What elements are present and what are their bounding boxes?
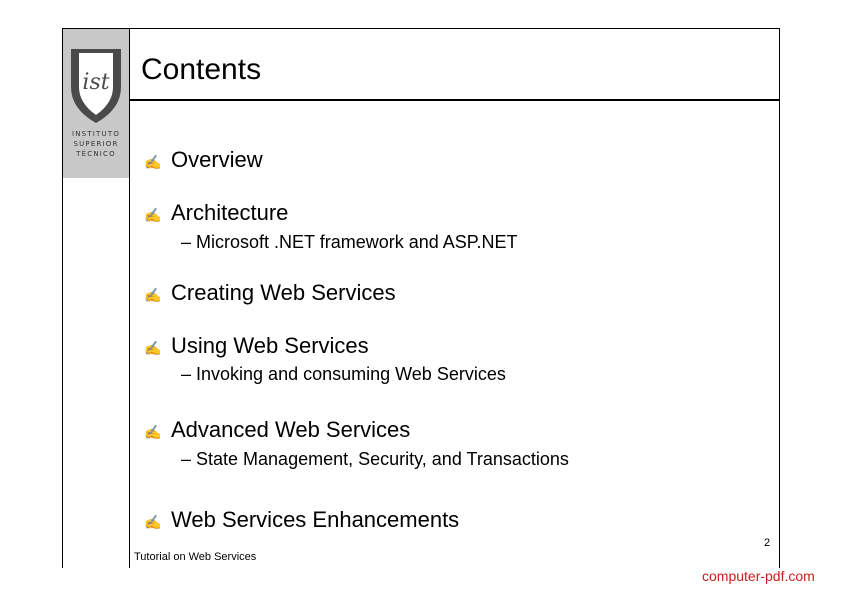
institution-logo	[63, 29, 129, 178]
list-item-advanced: Advanced Web Services	[171, 417, 411, 442]
bullet-icon: ✍	[144, 287, 162, 303]
page-number: 2	[764, 537, 771, 549]
vertical-divider	[129, 29, 130, 568]
list-item-enhancements: Web Services Enhancements	[171, 507, 460, 532]
shield-icon	[69, 47, 123, 125]
list-item-creating: Creating Web Services	[171, 280, 396, 305]
svg-text:ist: ist	[82, 70, 110, 95]
logo-line-1: INSTITUTO	[71, 130, 121, 138]
bullet-icon: ✍	[144, 340, 162, 356]
sub-item-architecture: – Microsoft .NET framework and ASP.NET	[181, 232, 518, 252]
footer-text: Tutorial on Web Services	[134, 551, 257, 563]
watermark-link[interactable]: computer-pdf.com	[702, 568, 815, 584]
sub-item-using: – Invoking and consuming Web Services	[181, 364, 506, 384]
logo-line-3: TÉCNICO	[76, 150, 116, 158]
sub-item-advanced: – State Management, Security, and Transactions	[181, 449, 569, 469]
list-item-using: Using Web Services	[171, 333, 369, 358]
bullet-icon: ✍	[144, 514, 162, 530]
bullet-icon: ✍	[144, 424, 162, 440]
slide-frame	[62, 28, 780, 568]
bullet-icon: ✍	[144, 154, 162, 170]
list-item-architecture: Architecture	[171, 200, 289, 225]
logo-line-2: SUPERIOR	[73, 140, 119, 148]
title-divider	[129, 99, 780, 101]
bullet-icon: ✍	[144, 207, 162, 223]
page-title: Contents	[141, 53, 262, 86]
list-item-overview: Overview	[171, 147, 263, 172]
